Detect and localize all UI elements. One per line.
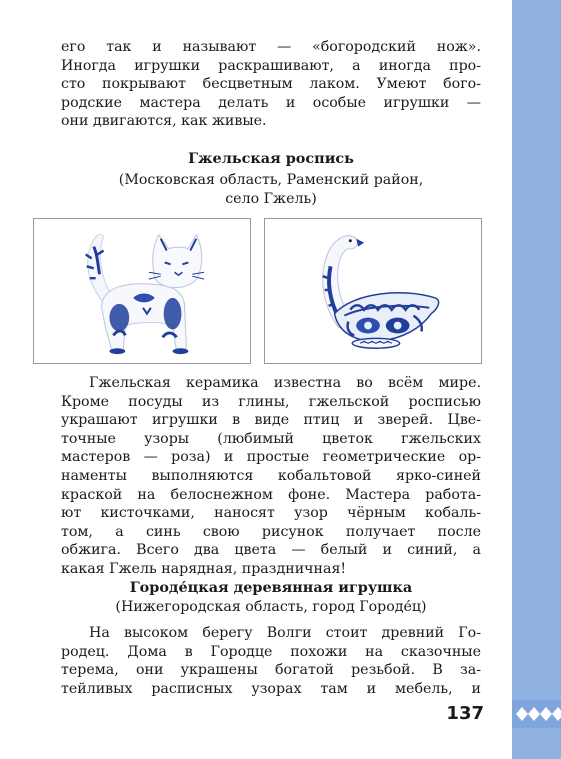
gzhel-swan-photo [264, 218, 482, 364]
gzhel-line: краской на белоснежном фоне. Мастера работа- [61, 486, 481, 503]
swan-figurine-image [265, 219, 481, 363]
page-number: 137 [446, 703, 484, 724]
gorodets-paragraph [61, 624, 481, 698]
gzhel-subtitle-line2: село Гжель) [225, 191, 317, 207]
gorodets-line: тейливых расписных узорах там и мебель, и [61, 680, 481, 697]
intro-line: Иногда игрушки раскрашивают, а иногда про- [61, 57, 481, 74]
gzhel-line: украшают игрушки в виде птиц и зверей. Цве- [61, 412, 481, 429]
intro-paragraph [61, 38, 481, 131]
gzhel-paragraph [61, 374, 481, 579]
gzhel-line: наменты выполняются кобальтовой ярко-синей [61, 467, 481, 484]
gzhel-line: том, а синь свою рисунок получает после [61, 523, 481, 540]
gorodets-line: На высоком берегу Волги стоит древний Го- [89, 625, 481, 641]
intro-line: его так и называют — «богородский нож». [61, 39, 481, 55]
intro-line: они двигаются, как живые. [61, 113, 267, 130]
gzhel-line: Кроме посуды из глины, гжельской росписью [61, 393, 481, 410]
gorodets-line: терема, они украшены богатой резьбой. В за- [61, 662, 481, 679]
gorodets-line: родец. Дома в Городце похожи на сказочные [61, 643, 481, 660]
gzhel-line: какая Гжель нарядная, праздничная! [61, 560, 347, 577]
gzhel-cat-photo [33, 218, 251, 364]
gzhel-line: мастеров — роза) и простые геометрические ор- [61, 449, 481, 466]
gorodets-heading: Городе́цкая деревянная игрушка [129, 579, 413, 596]
gorodets-subtitle: (Нижегородская область, город Городе́ц) [115, 599, 427, 615]
gzhel-line: точные узоры (любимый цветок гжельских [61, 430, 481, 447]
gzhel-line: Гжельская керамика известна во всём мире. [89, 375, 481, 391]
intro-line: родские мастера делать и особые игрушки — [61, 94, 481, 111]
gzhel-line: ют кисточками, наносят узор чёрным кобаль- [61, 505, 481, 522]
gzhel-subtitle-line1: (Московская область, Раменский район, [118, 172, 424, 188]
gzhel-heading: Гжельская роспись [188, 150, 354, 167]
diamond-ornament-icon [512, 700, 561, 728]
intro-line: сто покрывают бесцветным лаком. Умеют бого- [61, 76, 481, 93]
gzhel-line: обжига. Всего два цвета — белый и синий, а [61, 542, 481, 559]
cat-figurine-image [34, 219, 250, 363]
side-color-strip [512, 0, 561, 759]
page-tab [512, 700, 561, 728]
